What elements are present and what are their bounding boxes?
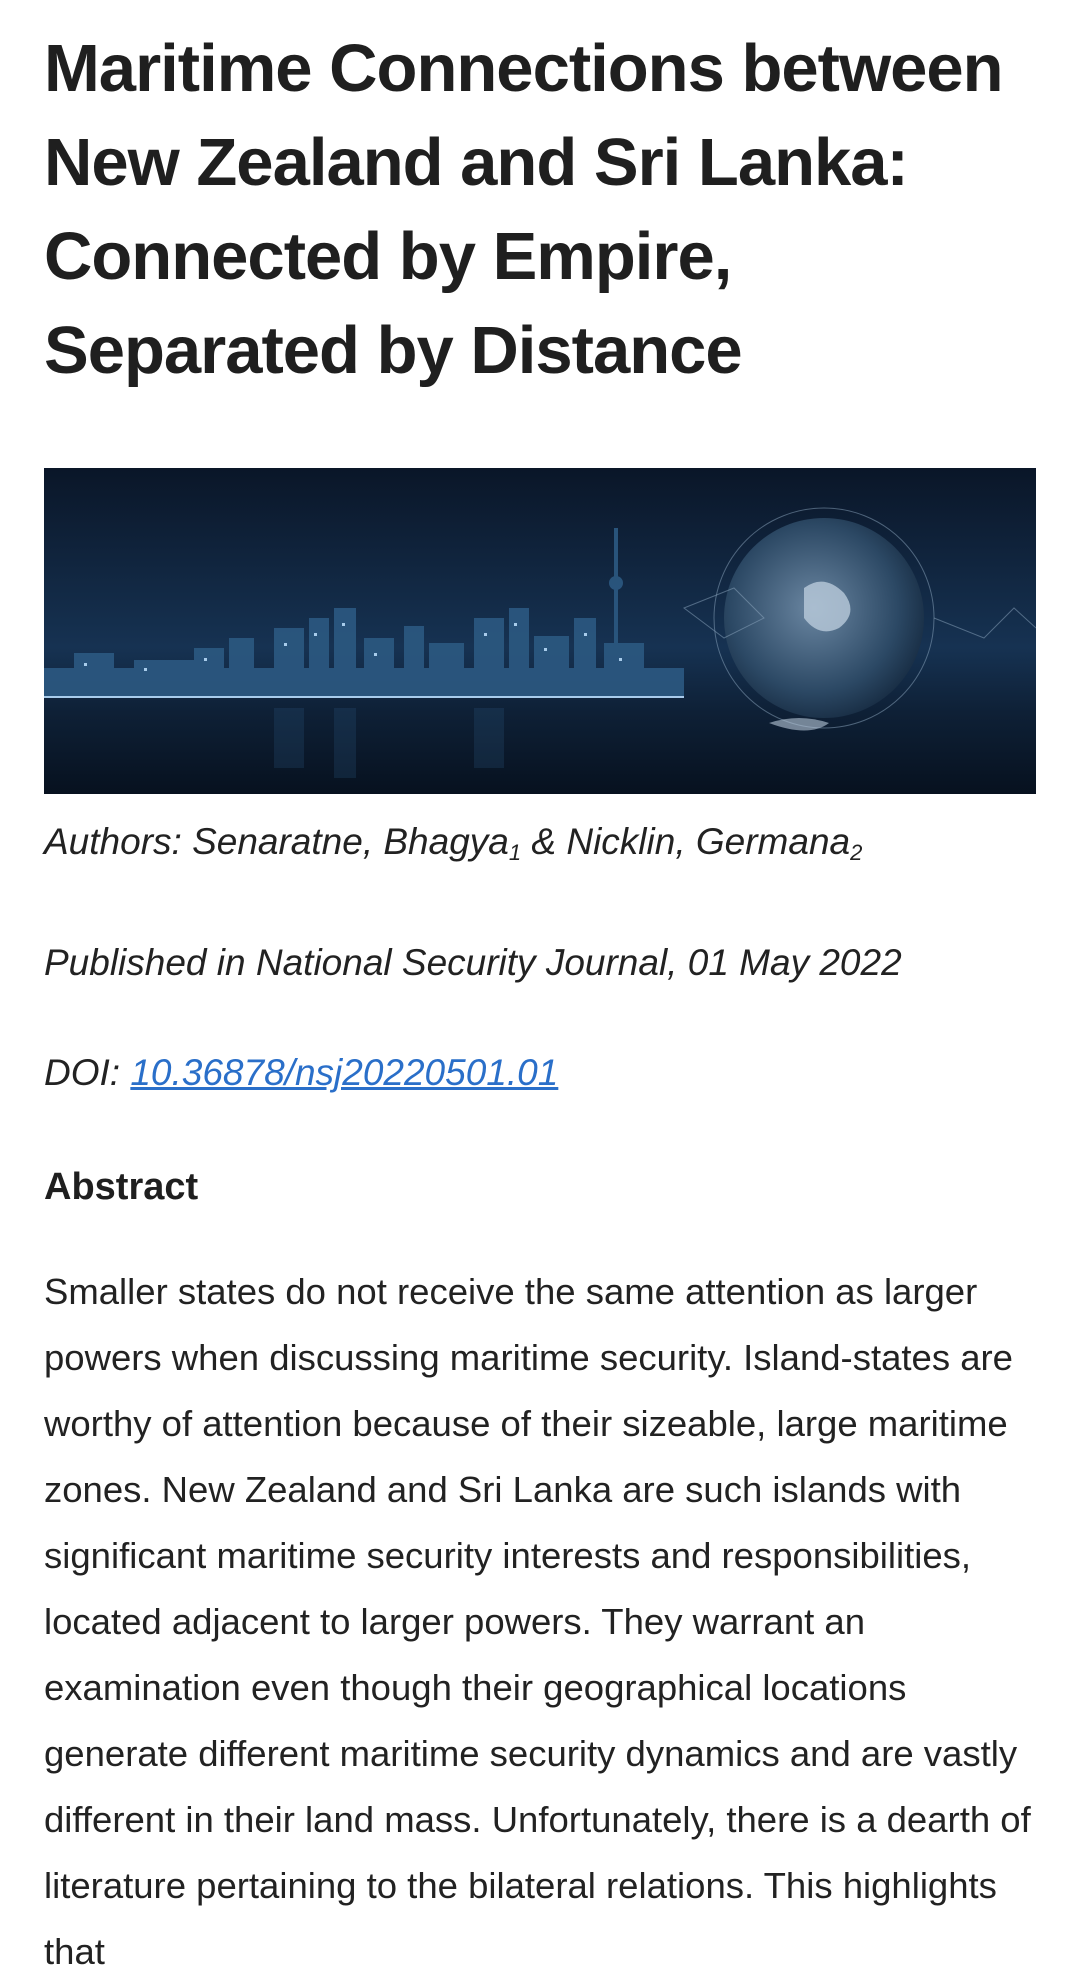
article-page xyxy=(44,0,1036,1985)
abstract-text: Smaller states do not receive the same attention as larger powers when discussing maritime security. Island-states are worthy of attention because of their sizeable, large maritime zones. New Zealand and Sri Lanka are such islands with significant maritime security interests and responsibilities, located adjacent to larger powers. They warrant an examination even though their geographical locations generate different maritime security dynamics and are vastly different in their land mass. Unfortunately, there is a dearth of literature pertaining to the bilateral relations. This highlights that xyxy=(44,1271,1031,1972)
article-authors xyxy=(44,820,1036,875)
author-1-affiliation: 1 xyxy=(508,840,522,865)
publication-info: Published in National Security Journal, 01 May 2022 xyxy=(44,942,902,983)
doi-line xyxy=(44,1051,1036,1095)
doi-link[interactable]: 10.36878/nsj20220501.01 xyxy=(130,1052,559,1093)
author-2: & Nicklin, Germana xyxy=(521,821,851,862)
author-1: Authors: Senaratne, Bhagya xyxy=(44,821,509,862)
article-title: Maritime Connections between New Zealand and Sri Lanka: Connected by Empire, Separated by Distance xyxy=(44,31,1003,388)
hero-image xyxy=(44,468,1036,794)
abstract-heading: Abstract xyxy=(44,1166,199,1208)
author-2-affiliation: 2 xyxy=(850,840,863,865)
city-skyline-globe-image xyxy=(44,468,1036,794)
doi-label: DOI: xyxy=(44,1052,131,1093)
